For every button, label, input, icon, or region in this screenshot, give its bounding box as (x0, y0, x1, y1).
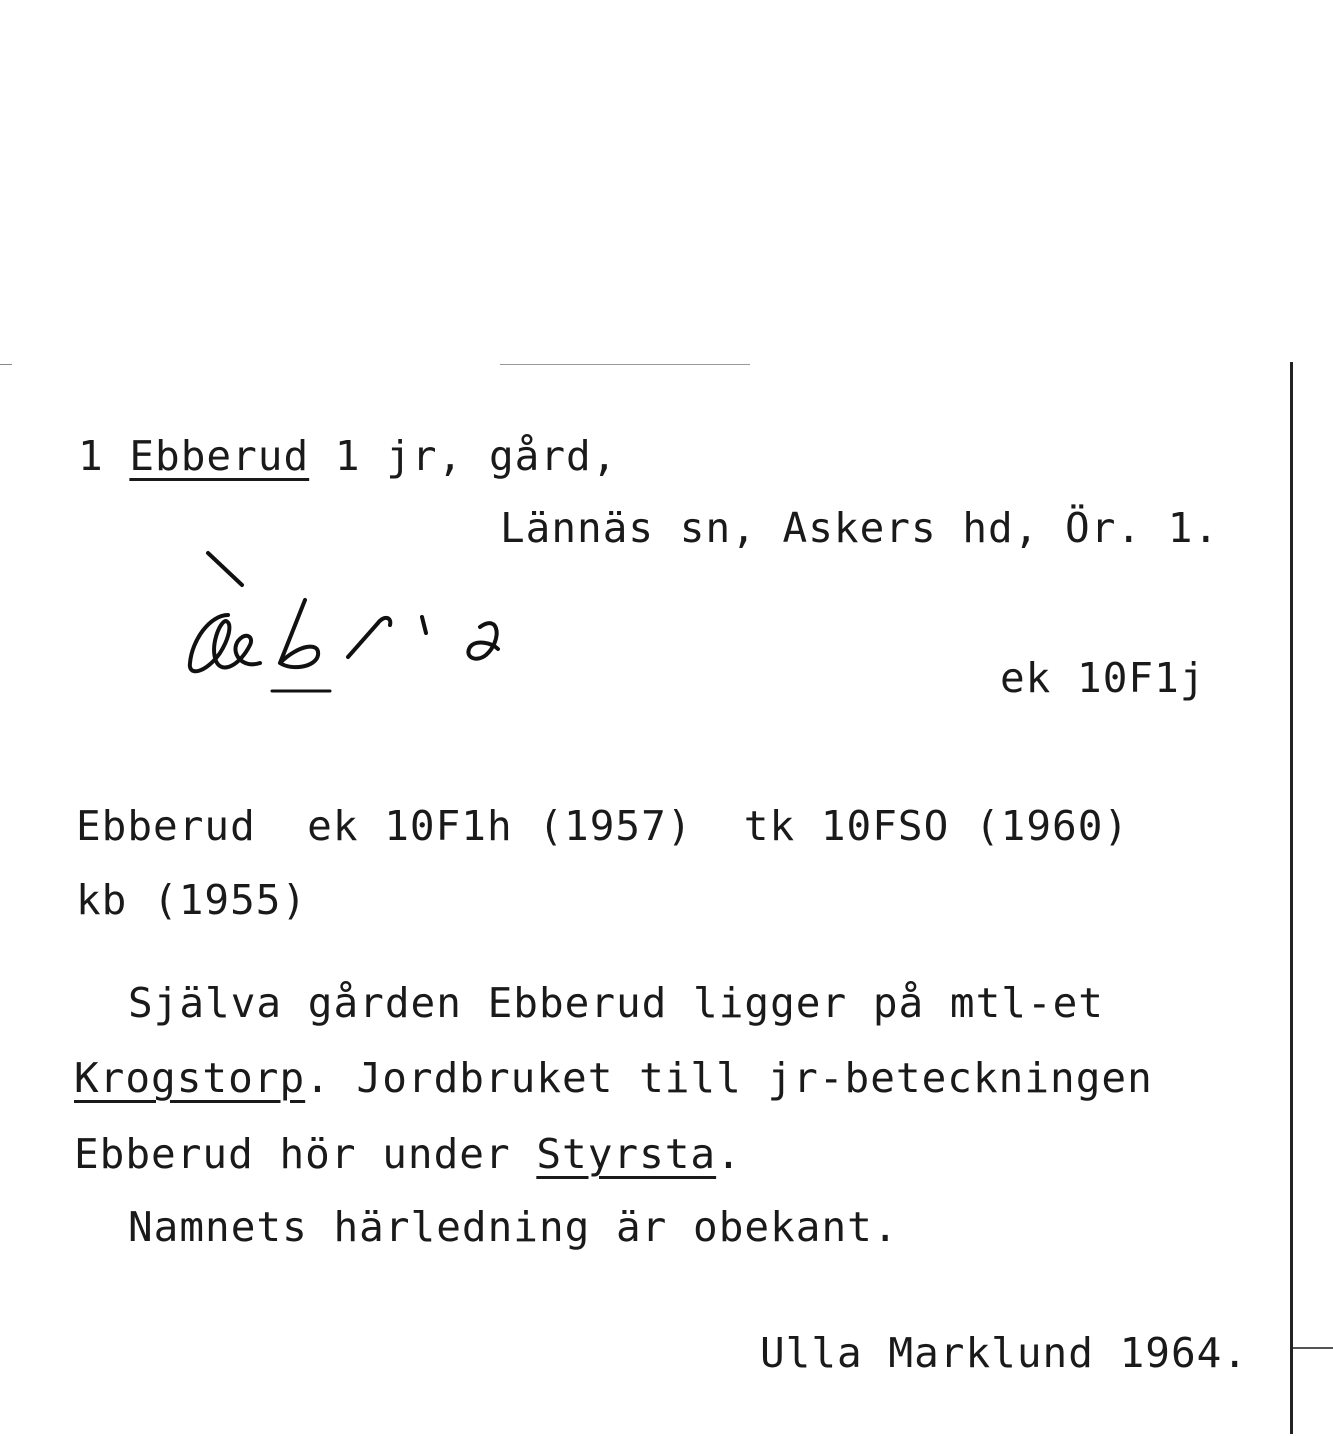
body-line-1: Själva gården Ebberud ligger på mtl-et (128, 979, 1104, 1027)
entry-header (78, 432, 618, 480)
card-right-edge-tick (1293, 1347, 1333, 1349)
handwritten-pronunciation (180, 545, 520, 705)
map-reference: ek 10F1j (1000, 654, 1206, 702)
entry-location: Lännäs sn, Askers hd, Ör. 1. (500, 504, 1220, 552)
entry-number: 1 (78, 432, 104, 480)
entry-name: Ebberud (129, 432, 310, 480)
card-right-border (1290, 362, 1293, 1434)
signature: Ulla Marklund 1964. (760, 1329, 1248, 1377)
sources-refs: ek 10F1h (1957) tk 10FSO (1960) (307, 802, 1130, 850)
body-line-3 (74, 1130, 742, 1178)
card-left-edge-tick (0, 364, 12, 365)
body-paragraph-2: Namnets härledning är obekant. (128, 1203, 899, 1251)
sources-line-2: kb (1955) (76, 876, 308, 924)
body-line-2-rest: . Jordbruket till jr-beteckningen (305, 1054, 1153, 1102)
body-line-3-end: . (716, 1130, 742, 1178)
entry-classification: 1 jr, gård, (334, 432, 618, 480)
card-top-edge-line (500, 364, 750, 365)
place-name-styrsta: Styrsta (536, 1130, 717, 1178)
body-line-3-prefix: Ebberud hör under (74, 1130, 537, 1178)
body-line-2 (74, 1054, 1153, 1102)
sources-name: Ebberud (76, 802, 256, 850)
place-name-krogstorp: Krogstorp (74, 1054, 306, 1102)
sources-line-1 (76, 802, 1130, 850)
